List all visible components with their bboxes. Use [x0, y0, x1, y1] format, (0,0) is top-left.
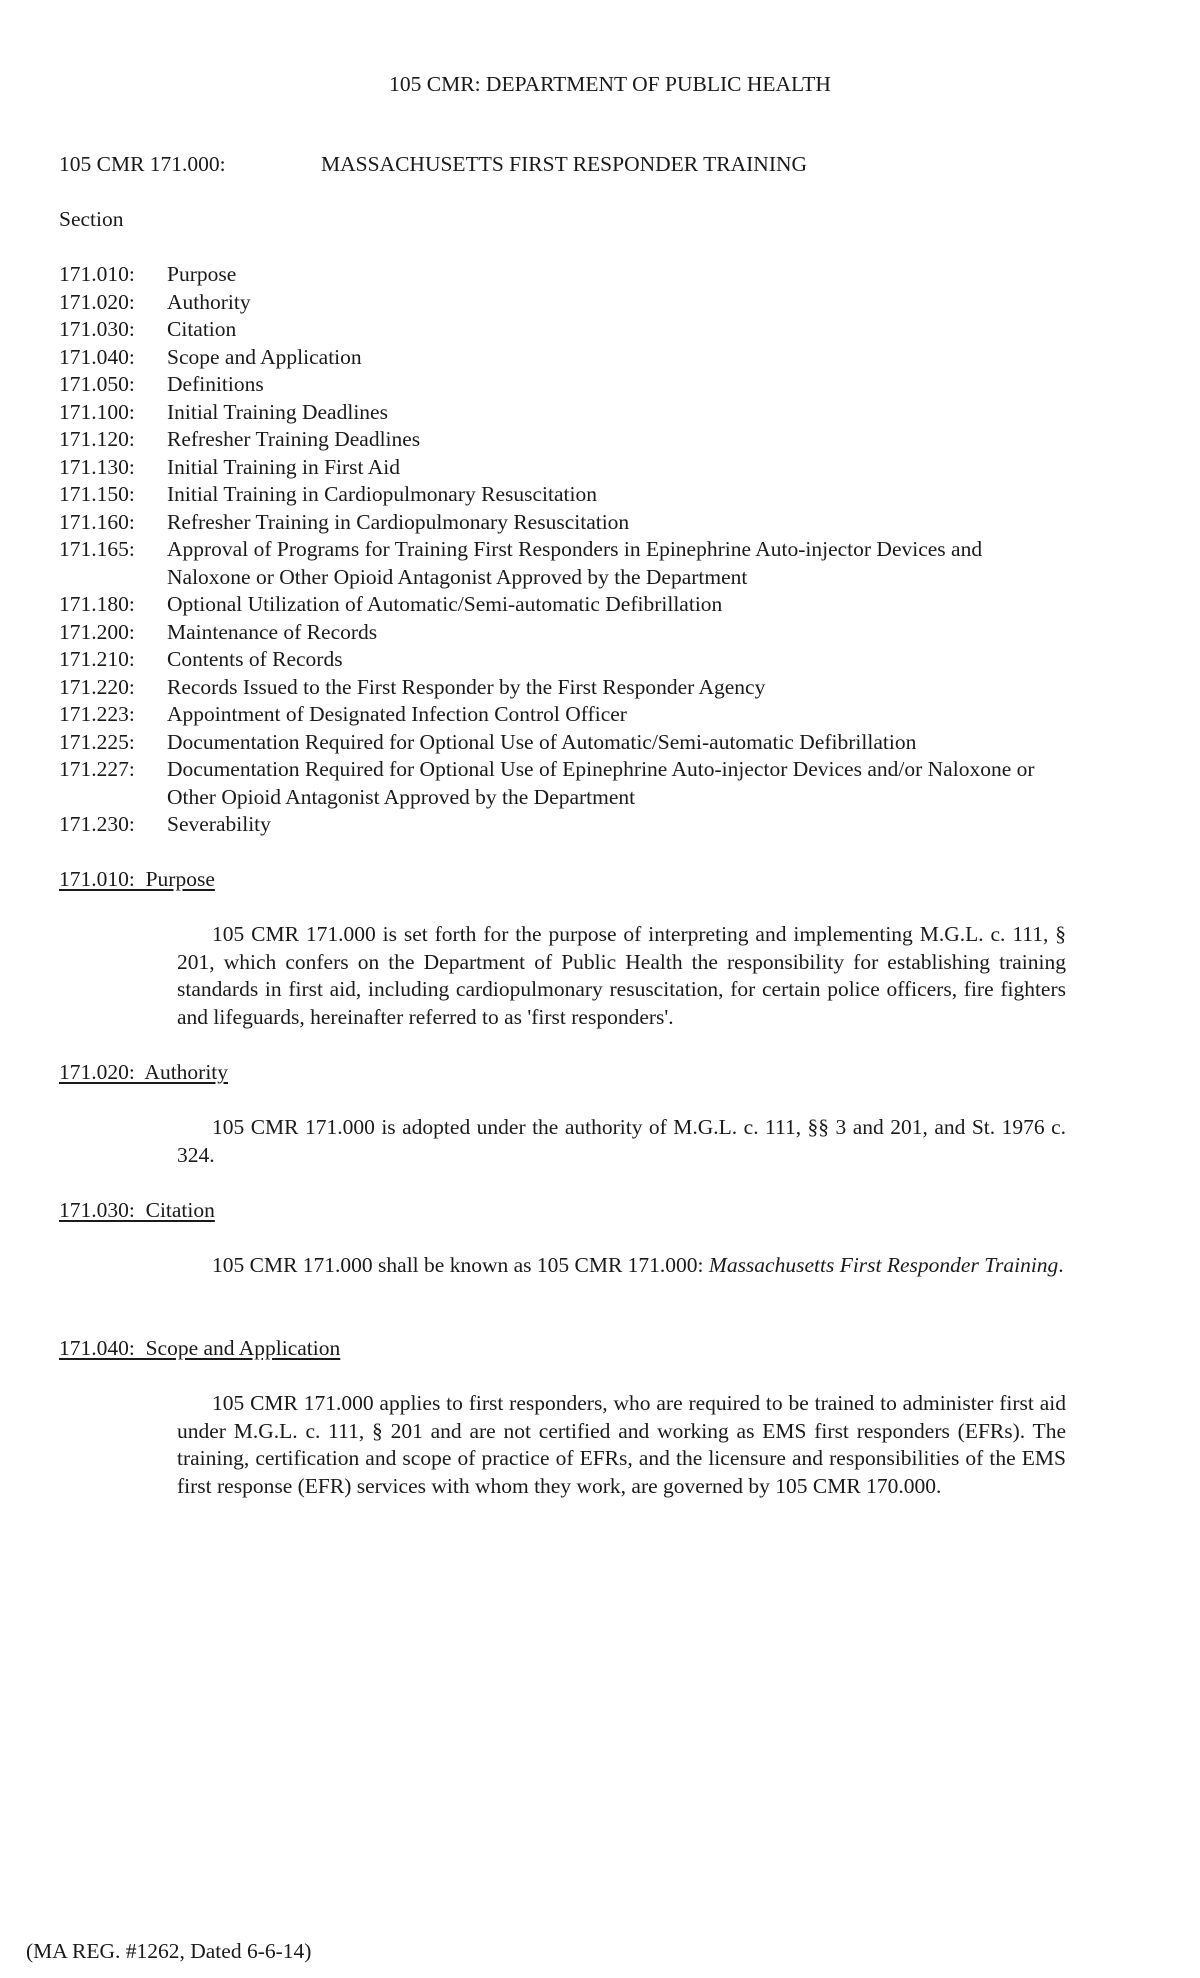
section-label: Section [59, 207, 124, 231]
toc-title: Initial Training in Cardiopulmonary Resuscitation [167, 482, 597, 506]
toc-row [59, 756, 1069, 811]
toc-title: Maintenance of Records [167, 619, 378, 644]
toc-number: 171.100: [59, 399, 135, 424]
toc-row [59, 646, 1069, 674]
page-header: 105 CMR: DEPARTMENT OF PUBLIC HEALTH [389, 72, 831, 96]
toc-number: 171.230: [59, 812, 135, 836]
authority-paragraph: 105 CMR 171.000 is adopted under the authority of M.G.L. c. 111, §§ 3 and 201, and St. 1976 c. 324. [177, 1115, 1066, 1167]
toc-row [59, 591, 1069, 619]
toc-title: Citation [167, 317, 237, 341]
toc-title: Documentation Required for Optional Use of Epinephrine Auto-injector Devices and/or Naloxone or Other Opioid Antagonist Approved by the Department [167, 757, 1035, 809]
toc-title: Definitions [167, 372, 264, 396]
toc-number: 171.220: [59, 674, 135, 699]
toc-title: Initial Training Deadlines [167, 399, 388, 424]
purpose-heading: 171.010: Purpose [59, 867, 215, 891]
toc-number: 171.180: [59, 592, 135, 616]
toc-number: 171.225: [59, 729, 135, 754]
toc-row [59, 399, 1069, 427]
chapter-code: 105 CMR 171.000: [59, 152, 226, 176]
toc-number: 171.030: [59, 317, 135, 341]
citation-paragraph [177, 1252, 1066, 1280]
toc-number: 171.050: [59, 372, 135, 396]
toc-title: Authority [167, 289, 251, 314]
scope-heading: 171.040: Scope and Application [59, 1336, 341, 1360]
toc-row [59, 316, 1069, 344]
toc-row [59, 289, 1069, 317]
toc-row [59, 729, 1069, 757]
citation-text: 105 CMR 171.000 shall be known as 105 CMR 171.000: [212, 1253, 709, 1277]
toc-number: 171.223: [59, 702, 135, 726]
toc-row [59, 454, 1069, 482]
toc-number: 171.020: [59, 289, 135, 314]
toc-number: 171.160: [59, 509, 135, 534]
toc-number: 171.200: [59, 619, 135, 644]
toc-title: Appointment of Designated Infection Control Officer [167, 702, 627, 726]
page-footer: (MA REG. #1262, Dated 6-6-14) [26, 1939, 312, 1963]
authority-heading: 171.020: Authority [59, 1060, 229, 1084]
toc-number: 171.040: [59, 344, 135, 369]
toc-title: Records Issued to the First Responder by the First Responder Agency [167, 674, 766, 699]
toc-number: 171.150: [59, 482, 135, 506]
toc-row [59, 674, 1069, 702]
toc-number: 171.165: [59, 537, 135, 561]
citation-title-italic: Massachusetts First Responder Training [708, 1253, 1059, 1277]
scope-paragraph: 105 CMR 171.000 applies to first responders, who are required to be trained to administer first aid under M.G.L. c. 111, § 201 and are not certified and working as EMS first responders (EFRs). The training, certification and scope of practice of EFRs, and the licensure and responsibilities of the EMS first response (EFR) services with whom they work, are governed by 105 CMR 170.000. [177, 1391, 1066, 1498]
purpose-paragraph: 105 CMR 171.000 is set forth for the purpose of interpreting and implementing M.G.L. c. 111, § 201, which confers on the Department of Public Health the responsibility for establishing training standards in first aid, including cardiopulmonary resuscitation, for certain police officers, fire fighters and lifeguards, hereinafter referred to as 'first responders'. [177, 922, 1066, 1029]
toc-title: Documentation Required for Optional Use of Automatic/Semi-automatic Defibrillation [167, 729, 917, 754]
toc-title: Approval of Programs for Training First Responders in Epinephrine Auto-injector Devices and Naloxone or Other Opioid Antagonist Approved by the Department [167, 537, 983, 589]
toc-number: 171.227: [59, 757, 135, 781]
toc-row [59, 426, 1069, 454]
toc-title: Purpose [167, 262, 237, 286]
table-of-contents [59, 261, 1069, 839]
toc-row [59, 481, 1069, 509]
toc-title: Optional Utilization of Automatic/Semi-automatic Defibrillation [167, 592, 723, 616]
toc-title: Refresher Training Deadlines [167, 427, 421, 451]
toc-title: Severability [167, 812, 271, 836]
citation-heading: 171.030: Citation [59, 1198, 215, 1222]
toc-title: Contents of Records [167, 647, 343, 671]
toc-row [59, 371, 1069, 399]
toc-number: 171.120: [59, 427, 135, 451]
citation-period: . [1058, 1253, 1064, 1277]
toc-row [59, 509, 1069, 537]
toc-number: 171.210: [59, 647, 135, 671]
toc-row [59, 811, 1069, 839]
toc-title: Scope and Application [167, 344, 362, 369]
toc-title: Refresher Training in Cardiopulmonary Resuscitation [167, 509, 630, 534]
toc-number: 171.010: [59, 262, 135, 286]
toc-row [59, 536, 1069, 591]
toc-title: Initial Training in First Aid [167, 454, 400, 479]
toc-row [59, 261, 1069, 289]
toc-row [59, 619, 1069, 647]
toc-row [59, 701, 1069, 729]
toc-number: 171.130: [59, 454, 135, 479]
chapter-title: MASSACHUSETTS FIRST RESPONDER TRAINING [321, 152, 808, 176]
toc-row [59, 344, 1069, 372]
